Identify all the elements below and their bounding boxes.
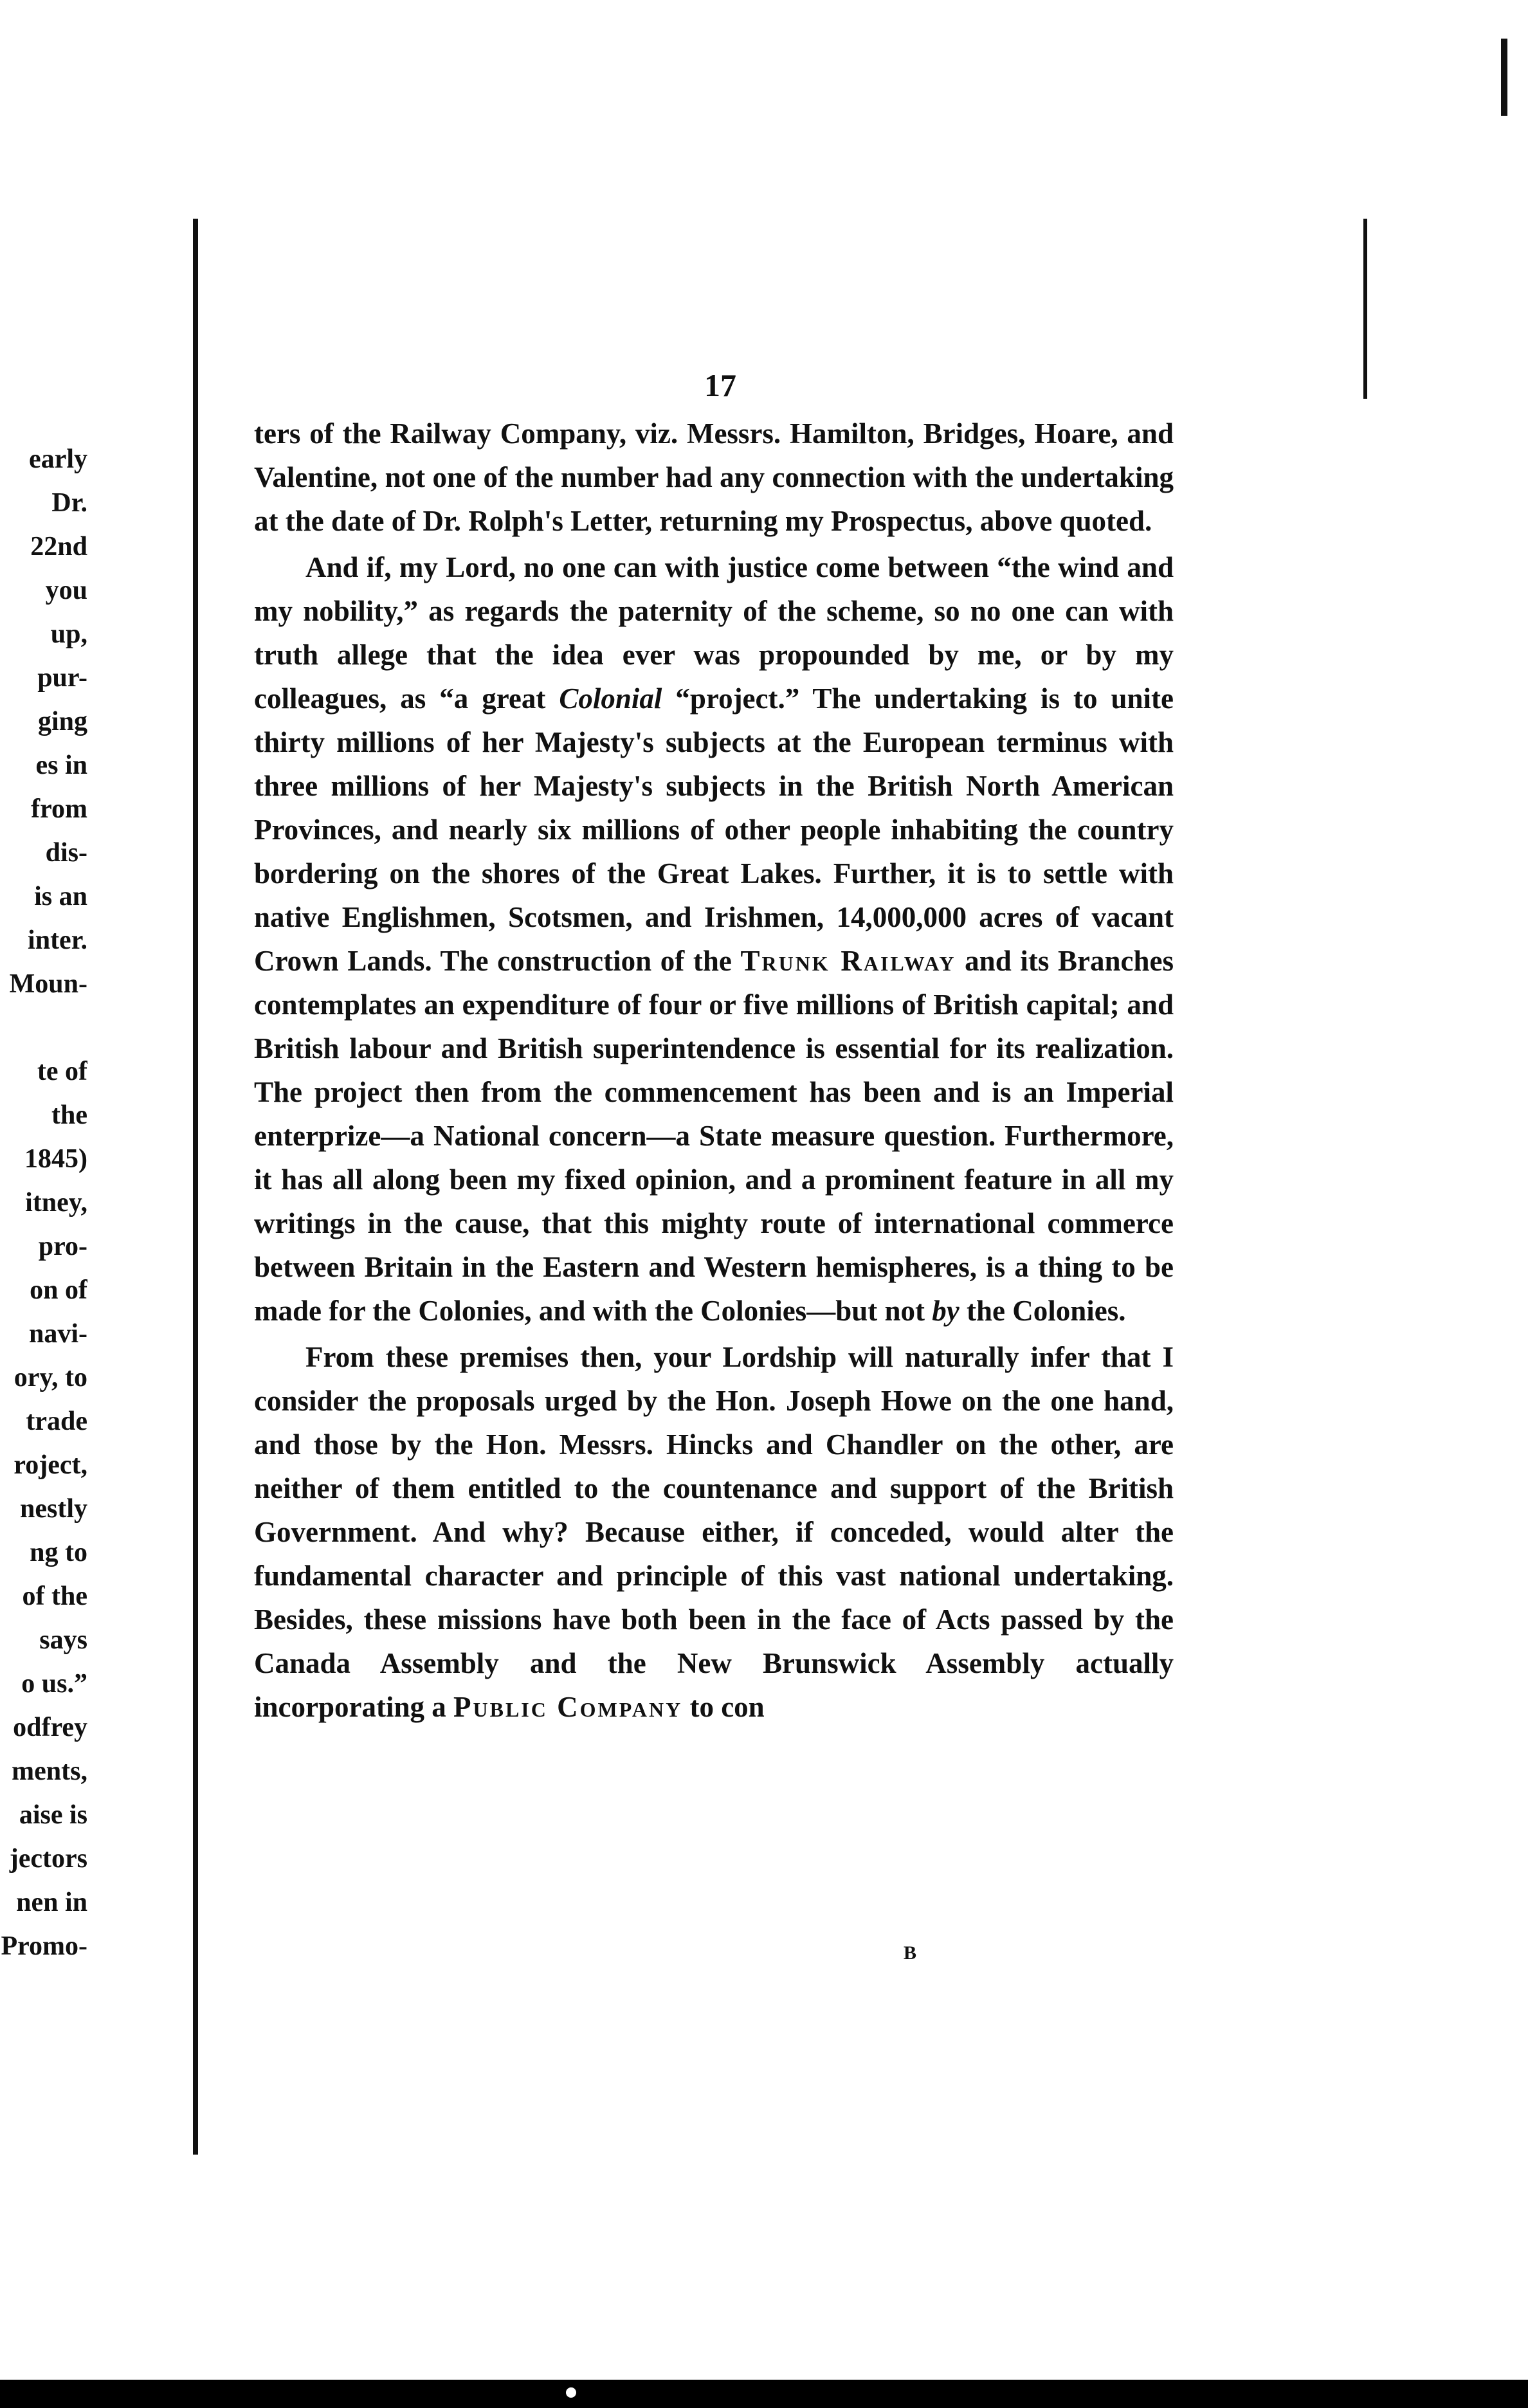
previous-page-gap [0, 1006, 87, 1050]
previous-page-line: the [51, 1100, 87, 1130]
previous-page-line: from [31, 794, 87, 824]
previous-page-line: ging [37, 707, 87, 736]
previous-page-line: es in [35, 751, 87, 780]
previous-page-line: roject, [14, 1450, 87, 1480]
previous-page-line: ory, to [14, 1363, 87, 1392]
gutter-shadow-left [193, 219, 198, 2155]
previous-page-line: you [45, 576, 87, 605]
previous-page-line: itney, [25, 1188, 87, 1218]
gutter-shadow-right [1363, 219, 1367, 399]
previous-page-line: nen in [16, 1888, 87, 1917]
previous-page-line: Dr. [51, 488, 87, 518]
previous-page-line: pro- [38, 1232, 87, 1261]
text-run: “project.” The undertaking is to unite thirty millions of her Majesty's subjects at the European terminus with three millions of her Majesty's subjects in the British North American Provinces, and nearly six millions of other people inhabiting the country bordering on the shores of the Great Lakes. Further, it is to settle with native Englishmen, Scotsmen, and Irishmen, 14,000,000 acres of vacant Crown Lands. The construction of the [254, 682, 1174, 977]
italic-text: by [932, 1295, 960, 1327]
signature-mark: B [903, 1942, 916, 1964]
previous-page-line: te of [37, 1057, 87, 1086]
text-run: And if, my Lord, no one can with justice come between “the wind and my nobility,” as regards the paternity of the scheme, so no one can with truth allege that the idea ever was propounded by me, or by my colleagues, as “a great [254, 551, 1174, 715]
previous-page-line: Moun- [9, 969, 87, 999]
italic-text: Colonial [559, 682, 662, 715]
previous-page-line: o us.” [21, 1669, 87, 1699]
text-run: From these premises then, your Lordship will naturally infer that I consider the proposals urged by the Hon. Joseph Howe on the one hand, and those by the Hon. Messrs. Hincks and Chandler on the other, are neither of them entitled to the countenance and support of the British Government. And why? Because either, if conceded, would alter the fundamental character and principle of this vast national undertaking. Besides, these missions have both been in the face of Acts passed by the Canada Assembly and the New Brunswick Assembly actually incorporating a [254, 1341, 1174, 1723]
previous-page-line: on of [30, 1275, 87, 1305]
previous-page-line: trade [26, 1407, 87, 1436]
paragraph-paternity [254, 545, 1174, 1333]
paragraph-premises [254, 1335, 1174, 1729]
text-run: the Colonies. [959, 1295, 1126, 1327]
previous-page-line: ng to [30, 1538, 87, 1567]
scan-speck [566, 2387, 576, 2398]
previous-page-line: jectors [9, 1844, 87, 1874]
small-caps-text: Trunk Railway [740, 945, 956, 977]
scan-edge-strip [1493, 0, 1528, 2408]
scan-edge-mark [1501, 39, 1507, 116]
previous-page-column [0, 437, 87, 1968]
previous-page-line: up, [50, 619, 87, 649]
previous-page-line: ments, [12, 1756, 87, 1786]
previous-page-line: 1845) [24, 1144, 87, 1174]
previous-page-line: aise is [19, 1800, 87, 1830]
previous-page-line: inter. [28, 926, 87, 955]
previous-page-line: odfrey [13, 1713, 87, 1742]
previous-page-line: Promo- [1, 1931, 87, 1961]
previous-page-line: of the [22, 1582, 87, 1611]
previous-page-line: nestly [20, 1494, 87, 1524]
previous-page-line: navi- [28, 1319, 87, 1349]
body-text [254, 412, 1174, 1729]
page-number: 17 [704, 367, 736, 403]
text-run: to con [682, 1691, 765, 1723]
scan-bottom-border [0, 2380, 1528, 2408]
previous-page-line: is an [34, 882, 87, 911]
small-caps-text: Public Company [453, 1691, 683, 1723]
previous-page-line: pur- [37, 663, 87, 693]
previous-page-line: 22nd [30, 532, 87, 561]
paragraph-continuation: ters of the Railway Company, viz. Messrs. Hamilton, Bridges, Hoare, and Valentine, not one of the number had any connection with the undertaking at the date of Dr. Rolph's Letter, returning my Prospectus, above quoted. [254, 417, 1174, 537]
previous-page-line: dis- [45, 838, 87, 868]
previous-page-line: early [29, 444, 87, 474]
previous-page-line: says [39, 1625, 87, 1655]
text-run: and its Branches contemplates an expenditure of four or five millions of British capital; and British labour and British superintendence is essential for its realization. The project then from the commencement has been and is an Imperial enterprize—a National concern—a State measure question. Furthermore, it has all along been my fixed opinion, and a prominent feature in all my writings in the cause, that this mighty route of international commerce between Britain in the Eastern and Western hemispheres, is a thing to be made for the Colonies, and with the Colonies—but not [254, 945, 1174, 1327]
